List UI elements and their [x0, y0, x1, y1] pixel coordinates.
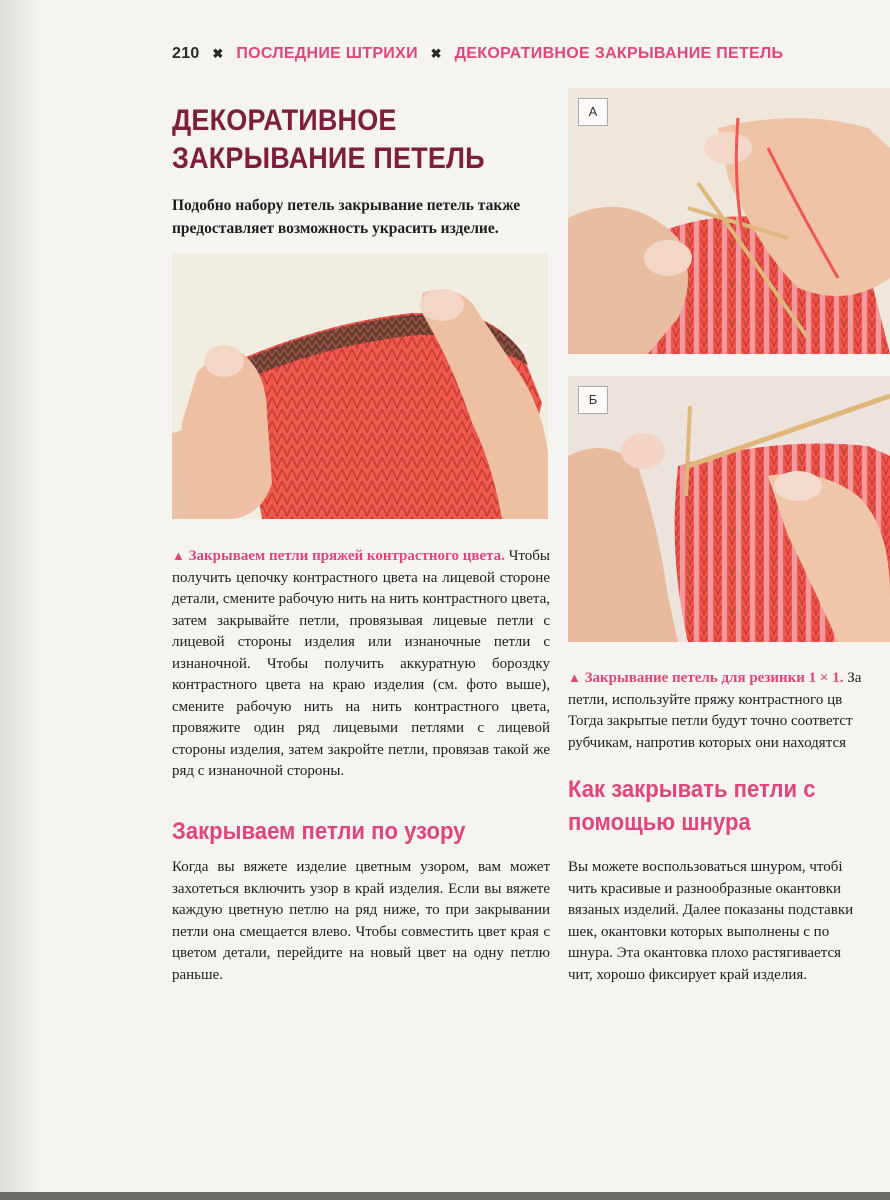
- caption-line: [568, 667, 890, 690]
- caption-rib-bind-off: [568, 667, 890, 754]
- caption-lead: Закрывание петель для резинки 1 × 1.: [584, 670, 844, 686]
- photo-label-a: А: [578, 98, 608, 126]
- scanner-edge: [0, 1192, 890, 1200]
- separator-icon: ✖: [430, 46, 442, 61]
- section-heading-pattern: Закрываем петли по узору: [172, 818, 466, 845]
- section-text-pattern: Когда вы вяжете изделие цветным узором, вам может захотеться включить узор в край изделия. Если вы вяжете каждую цветную петлю на ряд ниже, то при закрывании петли она смещается влево. Чтобы совместить цвет края с цветом детали, перейдите на новый цвет на одну петлю раньше.: [172, 859, 550, 983]
- section-heading-cord: Как закрывать петли с помощью шнура: [568, 776, 816, 836]
- page-number: 210: [172, 45, 200, 62]
- caption-line: петли, используйте пряжу контрастного цв: [568, 691, 843, 708]
- caption-text: Чтобы получить цепочку контрастного цвета на лицевой стороне детали, смените рабочую нить на нить контрастного цвета, затем закрывайте петли, провязывая лицевые петли с лицевой стороны изделия или изнаночные петли с изнаночной. Чтобы получить аккуратную бороздку контрастного цвета на краю изделия (см. фото выше), смените рабочую нить на нить контрастного цвета, провяжите один ряд лицевыми петлями с лицевой стороны изделия, затем закройте петли, провязав такой же ряд с изнаночной стороны.: [172, 548, 551, 779]
- text-line: чить красивые и разнообразные окантовки: [568, 880, 842, 897]
- text-line: вязаных изделий. Далее показаны подставки: [568, 902, 854, 918]
- lead-paragraph: Подобно набору петель закрывание петель также предоставляет возможность украсить изделие.: [172, 197, 521, 237]
- separator-icon: ✖: [212, 46, 224, 61]
- triangle-icon: ▲: [568, 670, 581, 685]
- text-line: Вы можете воспользоваться шнуром, чтобі: [568, 859, 843, 875]
- section-text-cord: [568, 857, 890, 986]
- triangle-icon: ▲: [172, 548, 185, 563]
- page-title: [172, 102, 496, 178]
- caption-tail: За: [847, 670, 862, 686]
- running-head: [172, 45, 783, 63]
- subsection-name: ДЕКОРАТИВНОЕ ЗАКРЫВАНИЕ ПЕТЕЛЬ: [454, 45, 784, 62]
- text-line: шнура. Эта окантовка плохо растягивается: [568, 945, 842, 961]
- page-title-line: ЗАКРЫВАНИЕ ПЕТЕЛЬ: [172, 142, 485, 175]
- photo-label-b: Б: [578, 386, 608, 414]
- caption-contrast-yarn: [172, 545, 550, 783]
- caption-lead: Закрываем петли пряжей контрастного цвета.: [188, 548, 505, 564]
- section-name: ПОСЛЕДНИЕ ШТРИХИ: [236, 45, 418, 62]
- text-line: чит, хорошо фиксирует край изделия.: [568, 966, 807, 983]
- caption-line: рубчикам, напротив которых они находятся: [568, 734, 847, 751]
- photo-step-b: [568, 376, 890, 642]
- text-line: шек, окантовки которых выполнены с по: [568, 923, 830, 940]
- photo-step-a: [568, 88, 890, 354]
- page-title-line: ДЕКОРАТИВНОЕ: [172, 104, 397, 137]
- photo-contrast-bind-off: [172, 253, 548, 519]
- caption-line: Тогда закрытые петли будут точно соответст: [568, 713, 853, 729]
